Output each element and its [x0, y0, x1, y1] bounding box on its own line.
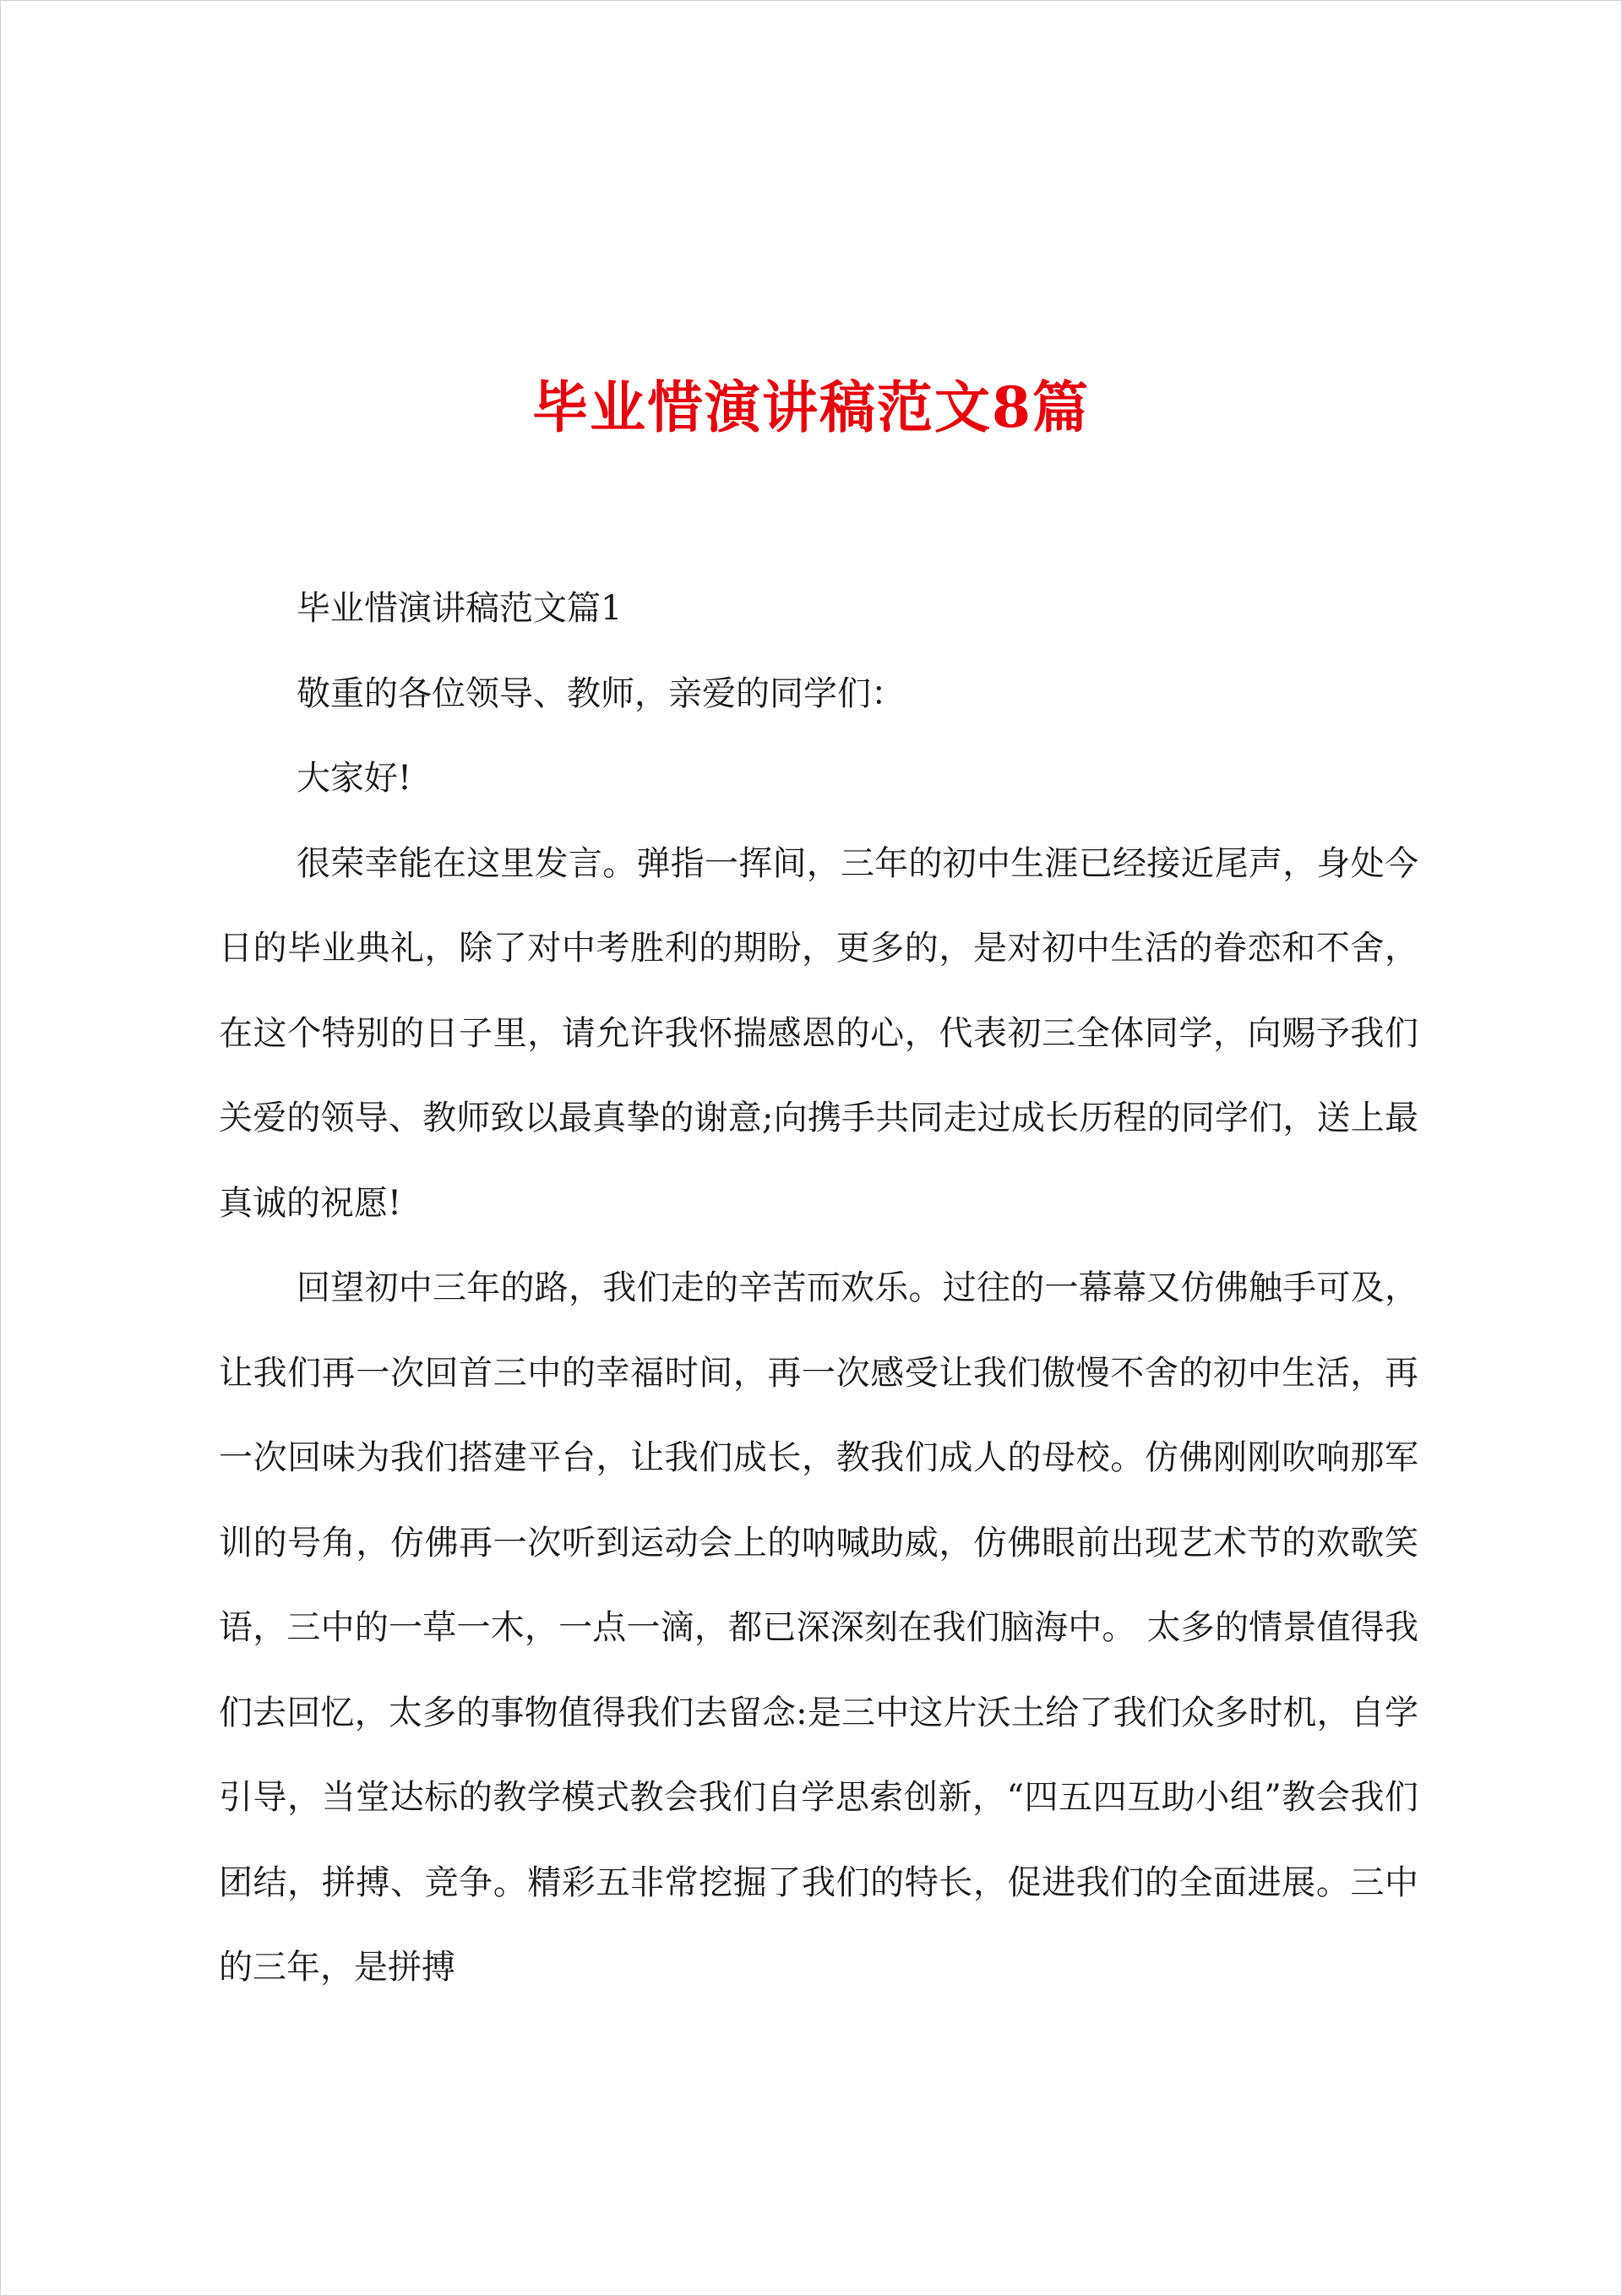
salutation: 敬重的各位领导、教师，亲爱的同学们：: [297, 674, 905, 713]
greeting: 大家好!: [297, 759, 412, 798]
document-title: 毕业惜演讲稿范文8篇: [532, 374, 1090, 441]
body-paragraph: 很荣幸能在这里发言。弹指一挥间，三年的初中生涯已经接近尾声，身处今日的毕业典礼，除了对中考胜利的期盼，更多的，是对初中生活的眷恋和不舍，在这个特别的日子里，请允许我怀揣感恩的心，代表初三全体同学，向赐予我们关爱的领导、教师致以最真挚的谢意;向携手共同走过成长历程的同学们，送上最真诚的祝愿!: [219, 843, 1418, 1223]
body-paragraph: 回望初中三年的路，我们走的辛苦而欢乐。过往的一幕幕又仿佛触手可及，让我们再一次回首三中的幸福时间，再一次感受让我们傲慢不舍的初中生活，再一次回味为我们搭建平台，让我们成长，教我们成人的母校。仿佛刚刚吹响那军训的号角，仿佛再一次听到运动会上的呐喊助威，仿佛眼前出现艺术节的欢歌笑语，三中的一草一木，一点一滴，都已深深刻在我们脑海中。 太多的情景值得我们去回忆，太多的事物值得我们去留念:是三中这片沃土给了我们众多时机，自学引导，当堂达标的教学模式教会我们自学思索创新，“四五四互助小组”教会我们团结，拼搏、竞争。精彩五非常挖掘了我们的特长，促进我们的全面进展。三中的三年，是拼搏: [219, 1268, 1418, 1987]
document-body: [219, 566, 1418, 2010]
section-heading: 毕业惜演讲稿范文篇1: [297, 589, 623, 628]
